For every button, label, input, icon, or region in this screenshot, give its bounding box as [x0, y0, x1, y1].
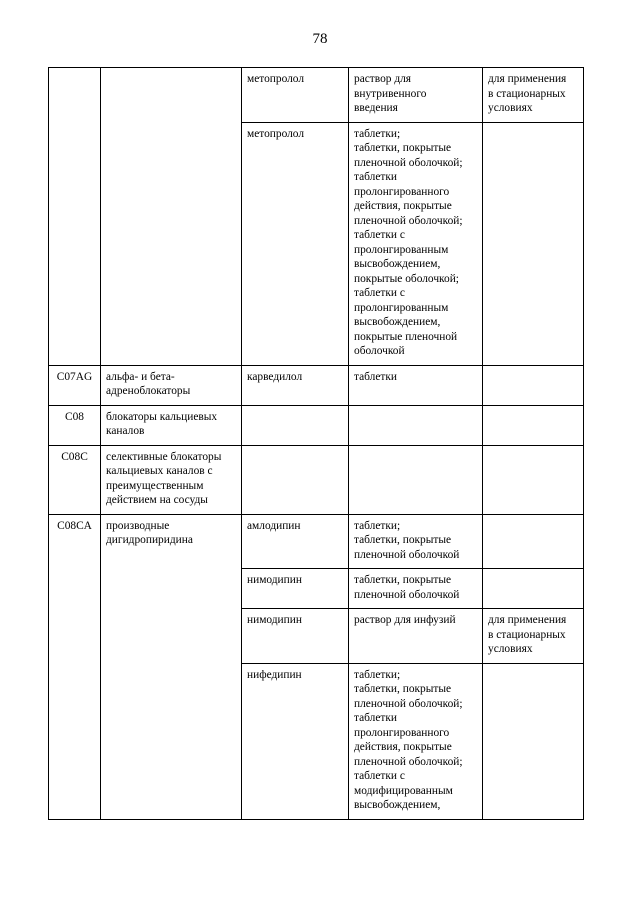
- table-row: [49, 514, 584, 569]
- drug-name-cell: нимодипин: [242, 609, 349, 664]
- atc-code-cell: C08C: [49, 445, 101, 514]
- drug-name-cell: нимодипин: [242, 569, 349, 609]
- dosage-form-cell: таблетки; таблетки, покрытые пленочной оболочкой: [349, 514, 483, 569]
- note-cell: [483, 569, 584, 609]
- dosage-form-cell: таблетки; таблетки, покрытые пленочной оболочкой; таблетки пролонгированного действия, покрытые пленочной оболочкой; таблетки с модифицированным высвобождением,: [349, 663, 483, 819]
- drug-name-cell: метопролол: [242, 122, 349, 365]
- group-cell: селективные блокаторы кальциевых каналов с преимущественным действием на сосуды: [101, 445, 242, 514]
- drug-name-cell: [242, 445, 349, 514]
- atc-code-cell: C08: [49, 405, 101, 445]
- note-cell: [483, 514, 584, 569]
- dosage-form-cell: [349, 445, 483, 514]
- group-cell: блокаторы кальциевых каналов: [101, 405, 242, 445]
- note-cell: [483, 445, 584, 514]
- table-row: [49, 68, 584, 123]
- drug-name-cell: нифедипин: [242, 663, 349, 819]
- note-cell: [483, 405, 584, 445]
- note-cell: [483, 365, 584, 405]
- drug-table: [48, 67, 584, 820]
- page-number: 78: [312, 31, 328, 47]
- dosage-form-cell: таблетки, покрытые пленочной оболочкой: [349, 569, 483, 609]
- note-cell: [483, 663, 584, 819]
- atc-code-cell: C08CA: [49, 514, 101, 819]
- drug-name-cell: метопролол: [242, 68, 349, 123]
- table-row: [49, 405, 584, 445]
- atc-code-cell: [49, 68, 101, 366]
- group-cell: производные дигидропиридина: [101, 514, 242, 819]
- dosage-form-cell: таблетки; таблетки, покрытые пленочной оболочкой; таблетки пролонгированного действия, покрытые пленочной оболочкой; таблетки с пролонгированным высвобождением, покрытые оболочкой; таблетки с пролонгированным высвобождением, покрытые пленочной оболочкой: [349, 122, 483, 365]
- drug-name-cell: карведилол: [242, 365, 349, 405]
- note-cell: для применения в стационарных условиях: [483, 68, 584, 123]
- dosage-form-cell: таблетки: [349, 365, 483, 405]
- dosage-form-cell: раствор для инфузий: [349, 609, 483, 664]
- note-cell: для применения в стационарных условиях: [483, 609, 584, 664]
- dosage-form-cell: [349, 405, 483, 445]
- note-cell: [483, 122, 584, 365]
- atc-code-cell: C07AG: [49, 365, 101, 405]
- table-row: [49, 365, 584, 405]
- group-cell: альфа- и бета- адреноблокаторы: [101, 365, 242, 405]
- drug-name-cell: [242, 405, 349, 445]
- table-row: [49, 445, 584, 514]
- group-cell: [101, 68, 242, 366]
- dosage-form-cell: раствор для внутривенного введения: [349, 68, 483, 123]
- drug-name-cell: амлодипин: [242, 514, 349, 569]
